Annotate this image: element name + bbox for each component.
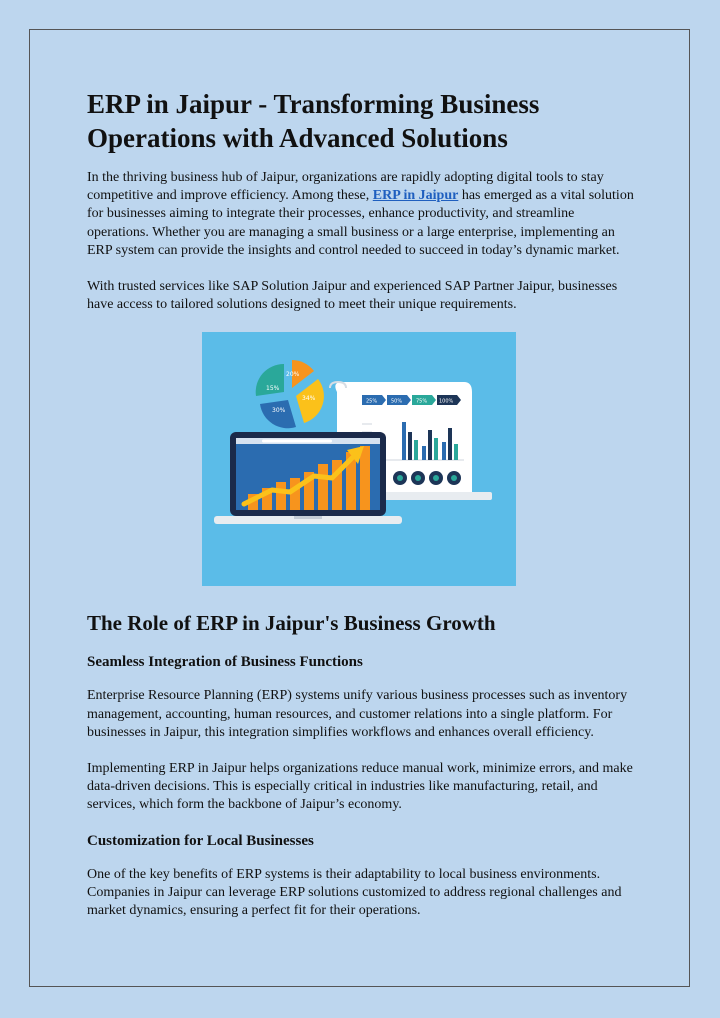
erp-illustration [202, 332, 516, 586]
integration-paragraph-2: Implementing ERP in Jaipur helps organizations reduce manual work, minimize errors, and make data-driven decisions. This is especially critical in industries like manufacturing, retail, and services, which form the backbone of Jaipur’s economy. [87, 761, 633, 813]
erp-in-jaipur-link[interactable]: ERP in Jaipur [372, 188, 459, 204]
percent-tag-1-label: 25% [366, 398, 378, 405]
percent-tag-3-label: 75% [416, 398, 428, 405]
intro-paragraph [87, 169, 635, 260]
page-title: ERP in Jaipur - Transforming Business Operations with Advanced Solutions [87, 89, 540, 153]
pie-label-34: 34% [302, 395, 316, 403]
subsection-title-customization: Customization for Local Businesses [87, 832, 314, 849]
laptop [214, 432, 402, 524]
subsection-title-integration: Seamless Integration of Business Functions [87, 654, 363, 671]
pie-label-30: 30% [272, 407, 286, 415]
percent-tag-2-label: 50% [391, 398, 403, 405]
services-paragraph: With trusted services like SAP Solution Jaipur and experienced SAP Partner Jaipur, businesses have access to tailored solutions designed to meet their unique requirements. [87, 279, 618, 313]
erp-illustration-graphic [202, 332, 516, 586]
percent-tag-4-label: 100% [439, 398, 454, 405]
intro-text-before-link: In the thriving business hub of Jaipur, organizations are rapidly adopting digital tools to stay competitive and improve efficiency. Among these, [87, 170, 604, 204]
pie-label-15: 15% [266, 385, 280, 393]
customization-paragraph-1: One of the key benefits of ERP systems is their adaptability to local business environments. Companies in Jaipur can leverage ERP solutions customized to address regional challenges and market dynamics, ensuring a perfect fit for their operations. [87, 866, 622, 919]
integration-paragraph-1: Enterprise Resource Planning (ERP) systems unify various business processes such as inventory management, accounting, human resources, and customer relations into a single platform. For businesses in Jaipur, this integration simplifies workflows and enhances overall efficiency. [87, 688, 628, 740]
article-body [87, 87, 635, 938]
section-title: The Role of ERP in Jaipur's Business Growth [87, 611, 496, 636]
pie-label-20: 20% [286, 371, 300, 379]
intro-text-after-link: has emerged as a vital solution for businesses aiming to integrate their processes, enhance productivity, and streamline operations. Whether you are managing a small business or a large enterprise, implementing an ERP system can provide the insights and control needed to succeed in today’s dynamic market. [87, 188, 634, 258]
pie-chart [256, 360, 324, 428]
